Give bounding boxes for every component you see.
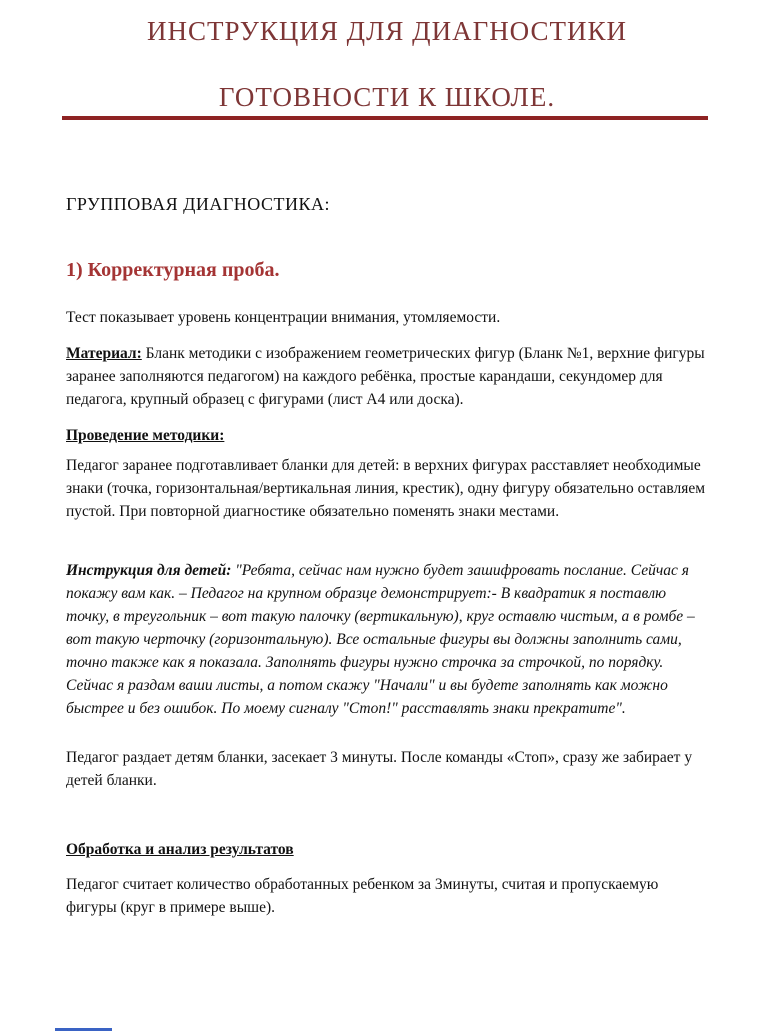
document-title-line-1: ИНСТРУКЦИЯ ДЛЯ ДИАГНОСТИКИ xyxy=(146,16,628,46)
cutoff-link-fragment xyxy=(55,1028,112,1031)
timing-paragraph: Педагог раздает детям бланки, засекает 3 минуты. После команды «Стоп», сразу же забирает у детей бланки. xyxy=(66,749,693,789)
analysis-paragraph: Педагог считает количество обработанных ребенком за 3минуты, считая и пропускаемую фигуры (круг в примере выше). xyxy=(66,876,659,916)
instruction-label: Инструкция для детей: xyxy=(66,562,232,579)
title-divider-rule xyxy=(62,116,708,120)
material-paragraph xyxy=(66,342,708,411)
subsection-heading-correction-test: 1) Корректурная проба. xyxy=(66,259,280,281)
document-title-line-2: ГОТОВНОСТИ К ШКОЛЕ. xyxy=(218,82,556,112)
instruction-text: "Ребята, сейчас нам нужно будет зашифровать послание. Сейчас я покажу вам как. – Педагог на крупном образце демонстрирует:- В квадратик я поставлю точку, в треугольник – вот такую палочку (вертикальную), круг оставлю чистым, а в ромбе – вот такую черточку (горизонтальную). Все остальные фигуры вы должны заполнить сами, точно также как я показала. Заполнять фигуры нужно строчка за строчкой, по порядку. Сейчас я раздам ваши листы, а потом скажу "Начали" и вы будете заполнять как можно быстрее и без ошибок. По моему сигналу "Стоп!" расставлять знаки прекратите". xyxy=(66,562,695,717)
material-text: Бланк методики с изображением геометрических фигур (Бланк №1, верхние фигуры заранее заполняются педагогом) на каждого ребёнка, простые карандаши, секундомер для педагога, крупный образец с фигурами (лист А4 или доска). xyxy=(66,345,705,408)
instruction-paragraph xyxy=(66,559,708,720)
intro-paragraph: Тест показывает уровень концентрации внимания, утомляемости. xyxy=(66,309,501,326)
procedure-heading: Проведение методики: xyxy=(66,427,225,444)
procedure-paragraph: Педагог заранее подготавливает бланки для детей: в верхних фигурах расставляет необходимые знаки (точка, горизонтальная/вертикальная линия, крестик), одну фигуру обязательно оставляем пустой. При повторной диагностике обязательно поменять знаки местами. xyxy=(66,457,706,520)
section-heading-group-diagnostics: ГРУППОВАЯ ДИАГНОСТИКА: xyxy=(66,194,330,214)
analysis-heading: Обработка и анализ результатов xyxy=(66,841,294,858)
material-label: Материал: xyxy=(66,345,142,362)
